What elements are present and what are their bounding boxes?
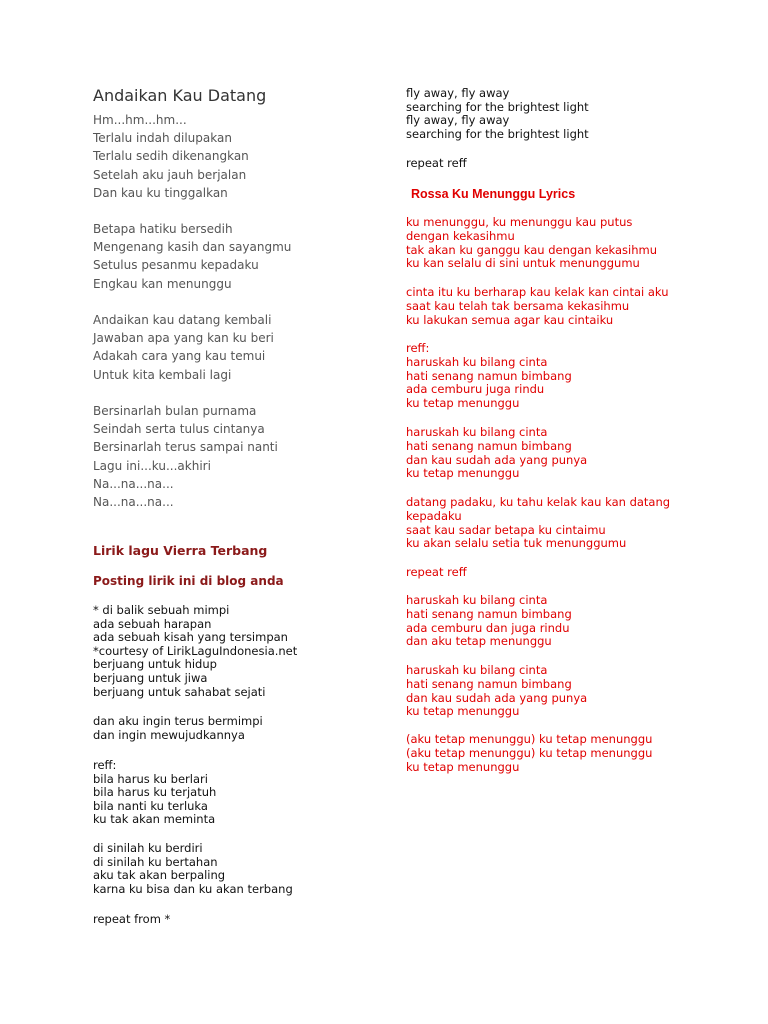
lyric-line: ku lakukan semua agar kau cintaiku — [406, 312, 614, 327]
lyric-line: ku tetap menunggu — [406, 704, 520, 719]
lyric-line: searching for the brightest light — [406, 126, 589, 141]
rossa-stanza — [406, 594, 572, 649]
lyric-line: Na...na...na... — [93, 476, 174, 491]
lyric-line: *courtesy of LirikLaguIndonesia.net — [93, 643, 298, 658]
lyric-line: ku tetap menunggu — [406, 396, 520, 411]
lyric-line: dan kau sudah ada yang punya — [406, 452, 588, 467]
vierra-stanza — [93, 604, 297, 699]
lyric-line: di sinilah ku bertahan — [93, 854, 218, 869]
lyric-line: hati senang namun bimbang — [406, 606, 572, 621]
lyric-line: (aku tetap menunggu) ku tetap menunggu — [406, 745, 653, 760]
lyric-line: haruskah ku bilang cinta — [406, 663, 548, 677]
lyric-line: Untuk kita kembali lagi — [93, 367, 232, 382]
lyric-line: dan kau sudah ada yang punya — [406, 690, 588, 705]
lyric-line: reff: — [406, 341, 430, 355]
lyric-line: hati senang namun bimbang — [406, 368, 572, 383]
lyric-line: Mengenang kasih dan sayangmu — [93, 240, 292, 255]
rossa-stanza — [406, 216, 657, 271]
andaikan-stanza — [93, 402, 278, 511]
lyric-line: ku kan selalu di sini untuk menunggumu — [406, 256, 640, 271]
lyric-line: ada sebuah kisah yang tersimpan — [93, 630, 288, 645]
lyric-line: Hm...hm...hm... — [93, 113, 187, 127]
lyric-line: Dan kau ku tinggalkan — [93, 185, 228, 200]
lyric-line: Na...na...na... — [93, 495, 174, 510]
lyric-line: Andaikan kau datang kembali — [93, 313, 272, 327]
vierra-stanza — [93, 842, 293, 896]
lyric-line: aku tak akan berpaling — [93, 868, 226, 883]
lyric-line: Betapa hatiku bersedih — [93, 222, 233, 236]
lyric-line: datang padaku, ku tahu kelak kau kan datang — [406, 495, 671, 509]
lyric-line: dan aku ingin terus bermimpi — [93, 714, 263, 728]
lyric-line: bila harus ku terjatuh — [93, 785, 217, 800]
lyric-line: Bersinarlah bulan purnama — [93, 404, 257, 418]
lyric-line: haruskah ku bilang cinta — [406, 354, 548, 369]
lyric-line: haruskah ku bilang cinta — [406, 425, 548, 439]
lyric-line: karna ku bisa dan ku akan terbang — [93, 881, 293, 896]
lyric-line: berjuang untuk jiwa — [93, 670, 208, 685]
lyric-line: searching for the brightest light — [406, 99, 589, 114]
lyric-line: Engkau kan menunggu — [93, 276, 232, 291]
lyric-line: bila nanti ku terluka — [93, 798, 208, 813]
lyric-line: dengan kekasihmu — [406, 228, 515, 243]
vierra-stanza — [406, 157, 467, 171]
rossa-stanza — [406, 566, 467, 580]
lyric-line: Terlalu sedih dikenangkan — [93, 149, 249, 164]
lyric-line: dan aku tetap menunggu — [406, 634, 552, 649]
lyric-line: Seindah serta tulus cintanya — [93, 422, 265, 437]
lyric-line: Bersinarlah terus sampai nanti — [93, 440, 278, 455]
posting-link[interactable]: Posting lirik ini di blog anda — [93, 574, 284, 588]
rossa-stanza — [406, 664, 587, 719]
lyric-line: bila harus ku berlari — [93, 771, 208, 786]
lyric-line: ku tetap menunggu — [406, 759, 520, 774]
vierra-stanza — [93, 759, 216, 827]
lyric-line: ada cemburu juga rindu — [406, 382, 545, 397]
lyric-line: saat kau sadar betapa ku cintaimu — [406, 522, 606, 537]
rossa-stanza — [406, 733, 652, 774]
lyric-line: ku tetap menunggu — [406, 466, 520, 481]
lyric-line: ada sebuah harapan — [93, 616, 212, 631]
rossa-stanza — [406, 286, 669, 327]
song-title-vierra: Lirik lagu Vierra Terbang — [93, 543, 268, 558]
lyric-line: dan ingin mewujudkannya — [93, 727, 245, 742]
lyric-line: berjuang untuk hidup — [93, 657, 217, 672]
song-title-andaikan: Andaikan Kau Datang — [93, 86, 267, 105]
vierra-stanza — [93, 715, 263, 742]
rossa-stanza — [406, 426, 587, 481]
lyric-line: Jawaban apa yang kan ku beri — [93, 331, 274, 346]
andaikan-stanza — [93, 311, 274, 384]
lyric-line: repeat reff — [406, 565, 467, 579]
lyric-line: (aku tetap menunggu) ku tetap menunggu — [406, 732, 653, 746]
lyric-line: repeat from * — [93, 912, 171, 926]
lyric-line: tak akan ku ganggu kau dengan kekasihmu — [406, 242, 657, 257]
lyric-line: Terlalu indah dilupakan — [93, 131, 232, 146]
lyric-line: hati senang namun bimbang — [406, 438, 572, 453]
rossa-stanza — [406, 496, 670, 551]
lyric-line: Setelah aku jauh berjalan — [93, 167, 247, 182]
lyric-line: repeat reff — [406, 156, 467, 170]
rossa-stanza — [406, 342, 572, 411]
song-title-rossa: Rossa Ku Menunggu Lyrics — [411, 187, 576, 201]
lyric-line: ku menunggu, ku menunggu kau putus — [406, 215, 633, 229]
lyric-line: ku akan selalu setia tuk menunggumu — [406, 536, 627, 551]
lyric-line: Adakah cara yang kau temui — [93, 349, 266, 364]
lyric-line: saat kau telah tak bersama kekasihmu — [406, 298, 630, 313]
lyric-line: kepadaku — [406, 508, 462, 523]
vierra-stanza — [406, 87, 589, 141]
lyric-line: Setulus pesanmu kepadaku — [93, 258, 259, 273]
lyric-line: fly away, fly away — [406, 86, 510, 100]
lyric-line: fly away, fly away — [406, 113, 510, 128]
lyric-line: ku tak akan meminta — [93, 812, 216, 827]
vierra-stanza — [93, 913, 170, 927]
lyric-line: Lagu ini...ku...akhiri — [93, 458, 211, 473]
lyric-line: ada cemburu dan juga rindu — [406, 620, 570, 635]
andaikan-stanza — [93, 220, 291, 293]
lyric-line: berjuang untuk sahabat sejati — [93, 684, 266, 699]
lyric-line: haruskah ku bilang cinta — [406, 593, 548, 607]
lyric-line: di sinilah ku berdiri — [93, 841, 203, 855]
lyric-line: cinta itu ku berharap kau kelak kan cintai aku — [406, 285, 669, 299]
lyric-line: * di balik sebuah mimpi — [93, 603, 230, 617]
lyric-line: hati senang namun bimbang — [406, 676, 572, 691]
andaikan-stanza — [93, 111, 249, 202]
lyric-line: reff: — [93, 758, 117, 772]
